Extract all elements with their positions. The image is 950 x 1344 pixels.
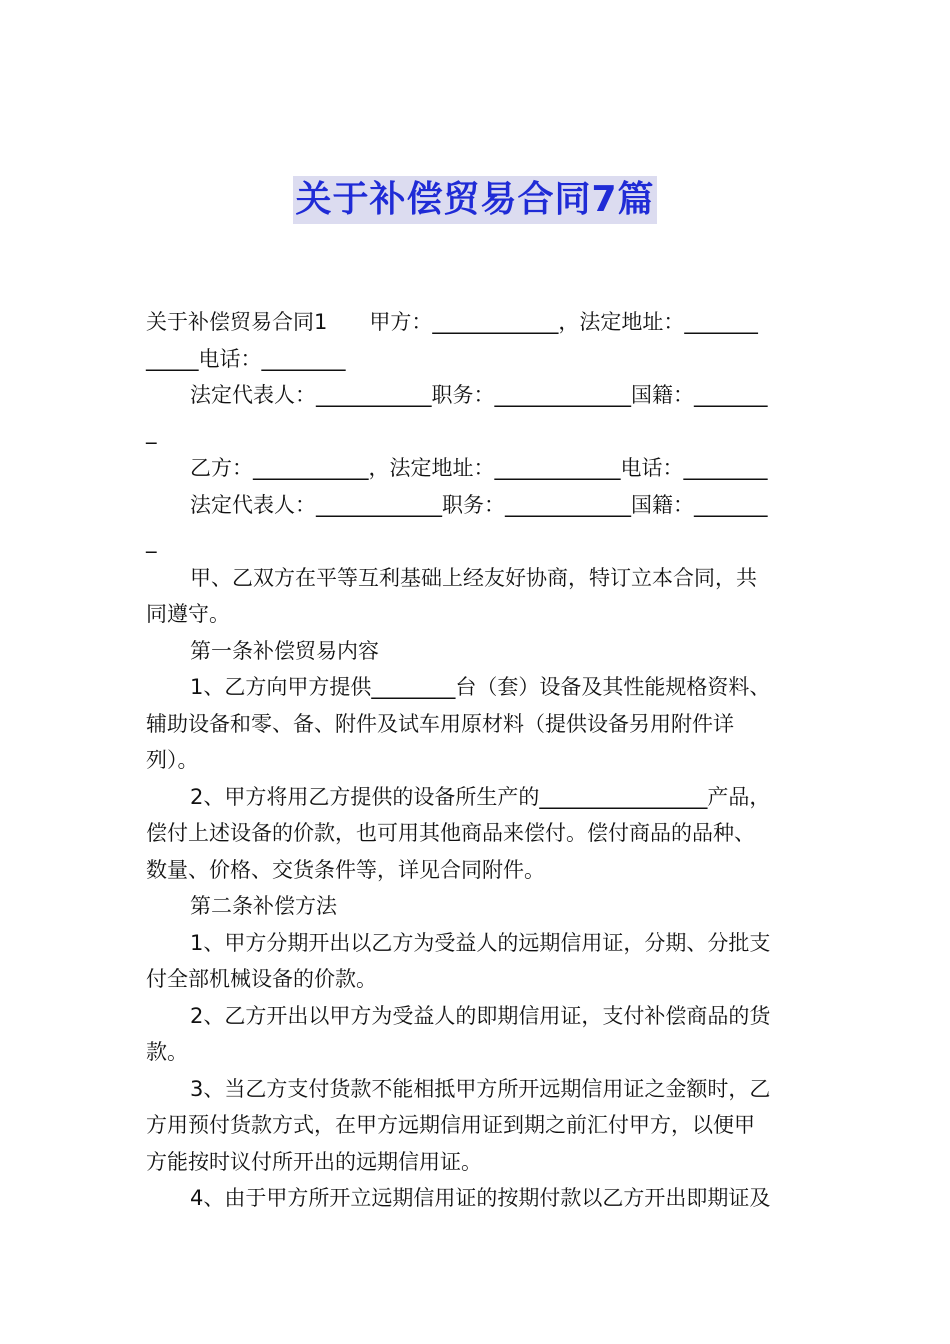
title-wrap xyxy=(0,176,950,224)
text-line: 2、甲方将用乙方提供的设备所生产的________________产品， xyxy=(190,784,771,809)
paragraph xyxy=(146,1180,811,1217)
paragraph xyxy=(146,998,811,1071)
paragraph xyxy=(146,779,811,889)
text-line: 法定代表人：____________职务：____________国籍：_______ xyxy=(190,492,768,517)
text-line: 3、当乙方支付货款不能相抵甲方所开远期信用证之金额时，乙 xyxy=(190,1076,771,1101)
text-line: 法定代表人：___________职务：_____________国籍：_______ xyxy=(190,383,768,407)
text-line: 付全部机械设备的价款。 xyxy=(146,967,377,991)
text-line: 甲、乙双方在平等互利基础上经友好协商，特订立本合同，共 xyxy=(190,565,757,590)
text-line: _____电话：________ xyxy=(146,346,346,371)
text-line: 款。 xyxy=(146,1040,188,1064)
text-line: 列）。 xyxy=(146,748,199,772)
text-line: _ xyxy=(146,529,157,553)
text-line: 乙方：___________，法定地址：____________电话：________ xyxy=(190,456,768,480)
text-line: 第二条补偿方法 xyxy=(190,894,337,918)
text-line: 关于补偿贸易合同1 甲方：____________，法定地址：_______ xyxy=(146,310,758,334)
text-line: 辅助设备和零、备、附件及试车用原材料（提供设备另用附件详 xyxy=(146,711,734,736)
text-line: 方用预付货款方式，在甲方远期信用证到期之前汇付甲方，以便甲 xyxy=(146,1113,755,1137)
paragraph xyxy=(146,669,811,779)
paragraph xyxy=(146,450,811,487)
text-line: 1、甲方分期开出以乙方为受益人的远期信用证，分期、分批支 xyxy=(190,930,771,955)
paragraph xyxy=(146,304,811,377)
paragraph xyxy=(146,1071,811,1181)
text-line: 同遵守。 xyxy=(146,602,230,626)
paragraph xyxy=(146,487,811,560)
paragraph xyxy=(146,925,811,998)
paragraph xyxy=(146,560,811,633)
document-body xyxy=(146,304,811,1217)
document-title: 关于补偿贸易合同7篇 xyxy=(293,176,656,224)
text-line: _ xyxy=(146,419,157,444)
text-line: 数量、价格、交货条件等，详见合同附件。 xyxy=(146,857,545,882)
paragraph xyxy=(146,888,811,925)
text-line: 2、乙方开出以甲方为受益人的即期信用证，支付补偿商品的货 xyxy=(190,1003,771,1028)
text-line: 4、由于甲方所开立远期信用证的按期付款以乙方开出即期证及 xyxy=(190,1186,771,1210)
text-line: 方能按时议付所开出的远期信用证。 xyxy=(146,1149,482,1174)
text-line: 第一条补偿贸易内容 xyxy=(190,638,379,663)
paragraph xyxy=(146,377,811,450)
paragraph xyxy=(146,633,811,670)
text-line: 偿付上述设备的价款，也可用其他商品来偿付。偿付商品的品种、 xyxy=(146,821,755,845)
text-line: 1、乙方向甲方提供________台（套）设备及其性能规格资料、 xyxy=(190,675,771,699)
